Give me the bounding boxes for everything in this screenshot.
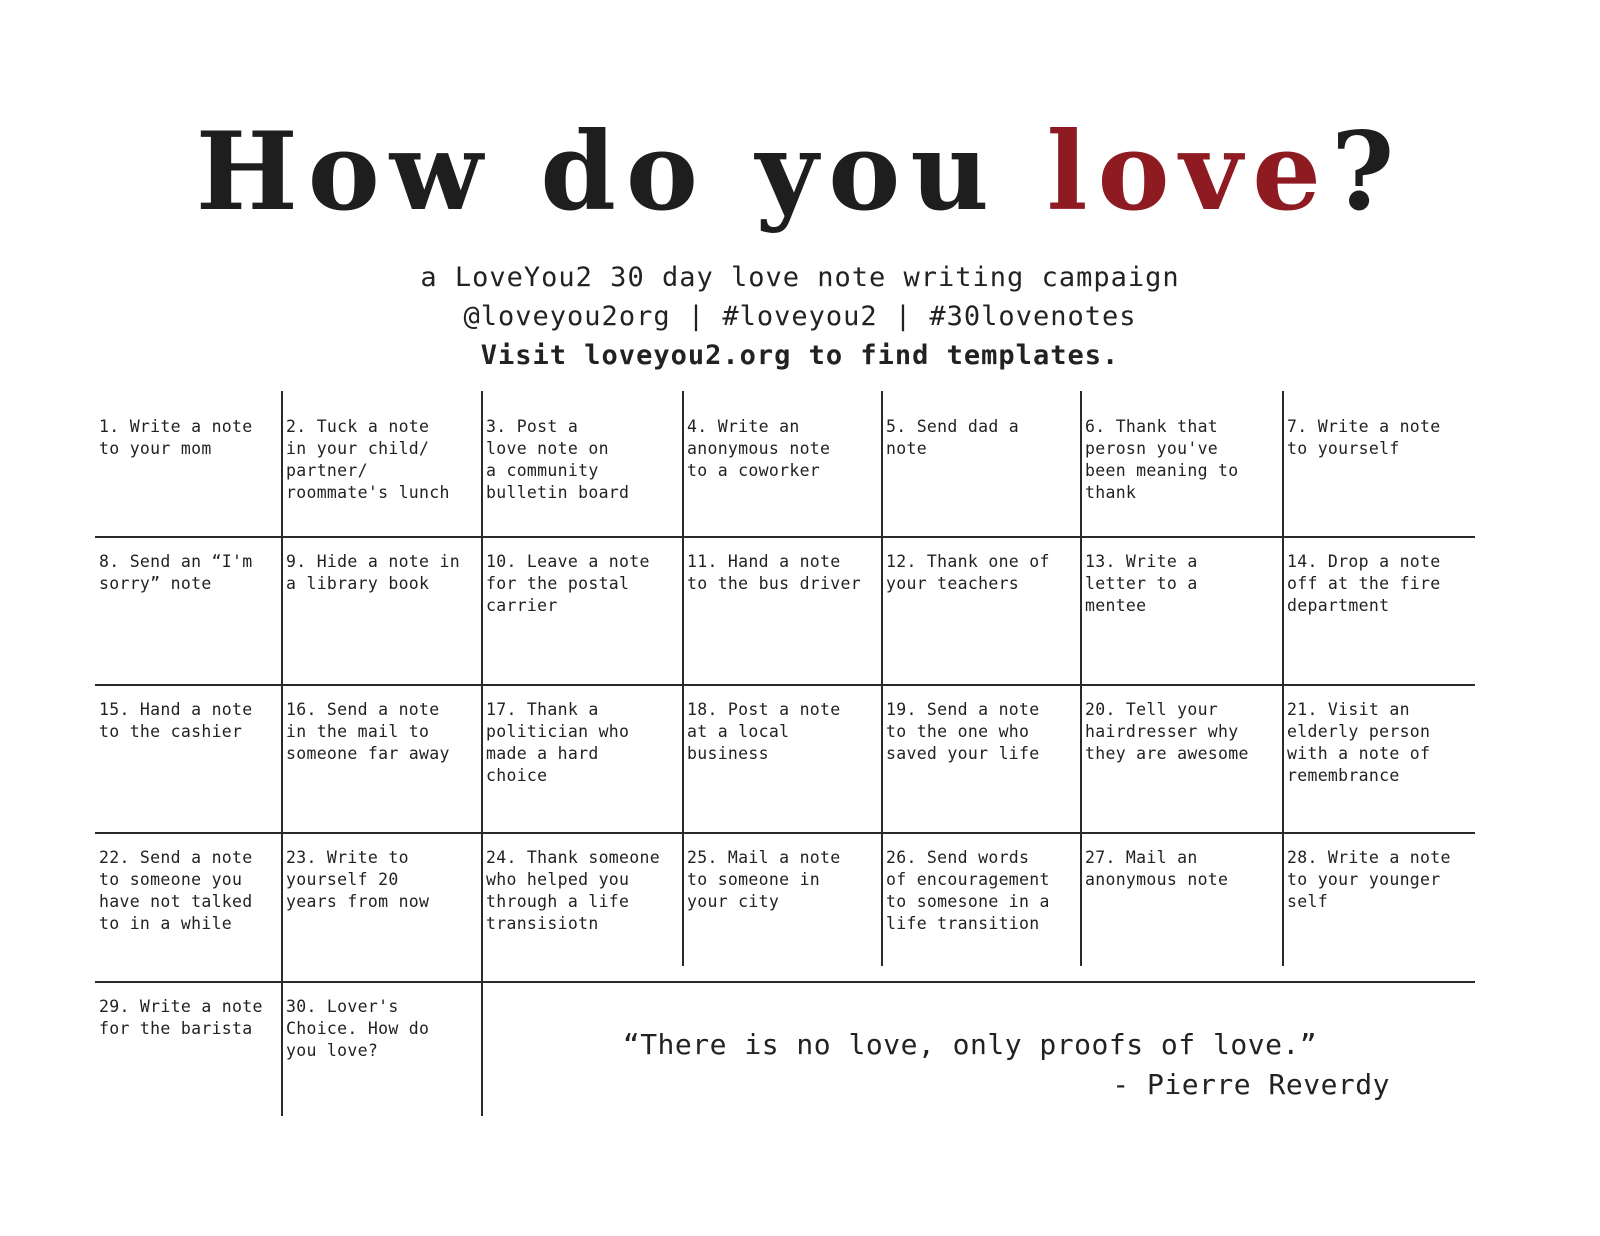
day-cell-12: 12. Thank one of your teachers bbox=[886, 552, 1050, 593]
subtitle-block bbox=[0, 258, 1600, 375]
grid-column-divider bbox=[481, 391, 483, 1116]
day-cell-6: 6. Thank that perosn you've been meaning to thank bbox=[1085, 417, 1239, 502]
day-cell-10: 10. Leave a note for the postal carrier bbox=[486, 552, 650, 615]
day-cell-3: 3. Post a love note on a community bulletin board bbox=[486, 417, 630, 502]
grid-row-divider bbox=[95, 684, 1475, 686]
grid-column-divider bbox=[682, 391, 684, 966]
day-cell-11: 11. Hand a note to the bus driver bbox=[687, 552, 861, 593]
day-cell-25: 25. Mail a note to someone in your city bbox=[687, 848, 841, 911]
day-cell-4: 4. Write an anonymous note to a coworker bbox=[687, 417, 831, 480]
day-cell-21: 21. Visit an elderly person with a note of remembrance bbox=[1287, 700, 1431, 785]
grid-row-divider bbox=[95, 832, 1475, 834]
quote-author: - Pierre Reverdy bbox=[1112, 1068, 1390, 1101]
grid-column-divider bbox=[881, 391, 883, 966]
day-cell-19: 19. Send a note to the one who saved your life bbox=[886, 700, 1040, 763]
day-cell-14: 14. Drop a note off at the fire department bbox=[1287, 552, 1441, 615]
grid-row-divider bbox=[95, 536, 1475, 538]
website-callout: Visit loveyou2.org to find templates. bbox=[480, 340, 1120, 371]
day-cell-9: 9. Hide a note in a library book bbox=[286, 552, 460, 593]
day-cell-15: 15. Hand a note to the cashier bbox=[99, 700, 253, 741]
title-suffix: ? bbox=[1330, 109, 1405, 235]
day-cell-24: 24. Thank someone who helped you through a life transisiotn bbox=[486, 848, 660, 933]
campaign-tagline: a LoveYou2 30 day love note writing campaign bbox=[420, 262, 1180, 293]
day-cell-26: 26. Send words of encouragement to somesone in a life transition bbox=[886, 848, 1050, 933]
grid-column-divider bbox=[1282, 391, 1284, 966]
day-cell-20: 20. Tell your hairdresser why they are awesome bbox=[1085, 700, 1249, 763]
day-cell-5: 5. Send dad a note bbox=[886, 417, 1020, 458]
day-cell-30: 30. Lover's Choice. How do you love? bbox=[286, 997, 430, 1060]
title-accent-word: love bbox=[1046, 109, 1331, 235]
day-cell-27: 27. Mail an anonymous note bbox=[1085, 848, 1229, 889]
quote-block bbox=[540, 1025, 1400, 1105]
day-cell-7: 7. Write a note to yourself bbox=[1287, 417, 1441, 458]
day-cell-8: 8. Send an “I'm sorry” note bbox=[99, 552, 253, 593]
page-title bbox=[0, 109, 1600, 235]
social-handles: @loveyou2org | #loveyou2 | #30lovenotes bbox=[463, 301, 1137, 332]
day-cell-22: 22. Send a note to someone you have not talked to in a while bbox=[99, 848, 253, 933]
day-cell-2: 2. Tuck a note in your child/ partner/ roommate's lunch bbox=[286, 417, 450, 502]
quote-text: “There is no love, only proofs of love.” bbox=[622, 1028, 1318, 1061]
day-cell-18: 18. Post a note at a local business bbox=[687, 700, 841, 763]
day-cell-13: 13. Write a letter to a mentee bbox=[1085, 552, 1198, 615]
grid-column-divider bbox=[281, 391, 283, 1116]
day-cell-28: 28. Write a note to your younger self bbox=[1287, 848, 1451, 911]
day-cell-29: 29. Write a note for the barista bbox=[99, 997, 263, 1038]
title-prefix: How do you bbox=[195, 109, 1047, 235]
day-cell-16: 16. Send a note in the mail to someone far away bbox=[286, 700, 450, 763]
calendar-grid bbox=[97, 403, 1510, 1156]
day-cell-23: 23. Write to yourself 20 years from now bbox=[286, 848, 430, 911]
day-cell-17: 17. Thank a politician who made a hard choice bbox=[486, 700, 630, 785]
grid-row-divider bbox=[95, 981, 1475, 983]
day-cell-1: 1. Write a note to your mom bbox=[99, 417, 253, 458]
grid-column-divider bbox=[1080, 391, 1082, 966]
